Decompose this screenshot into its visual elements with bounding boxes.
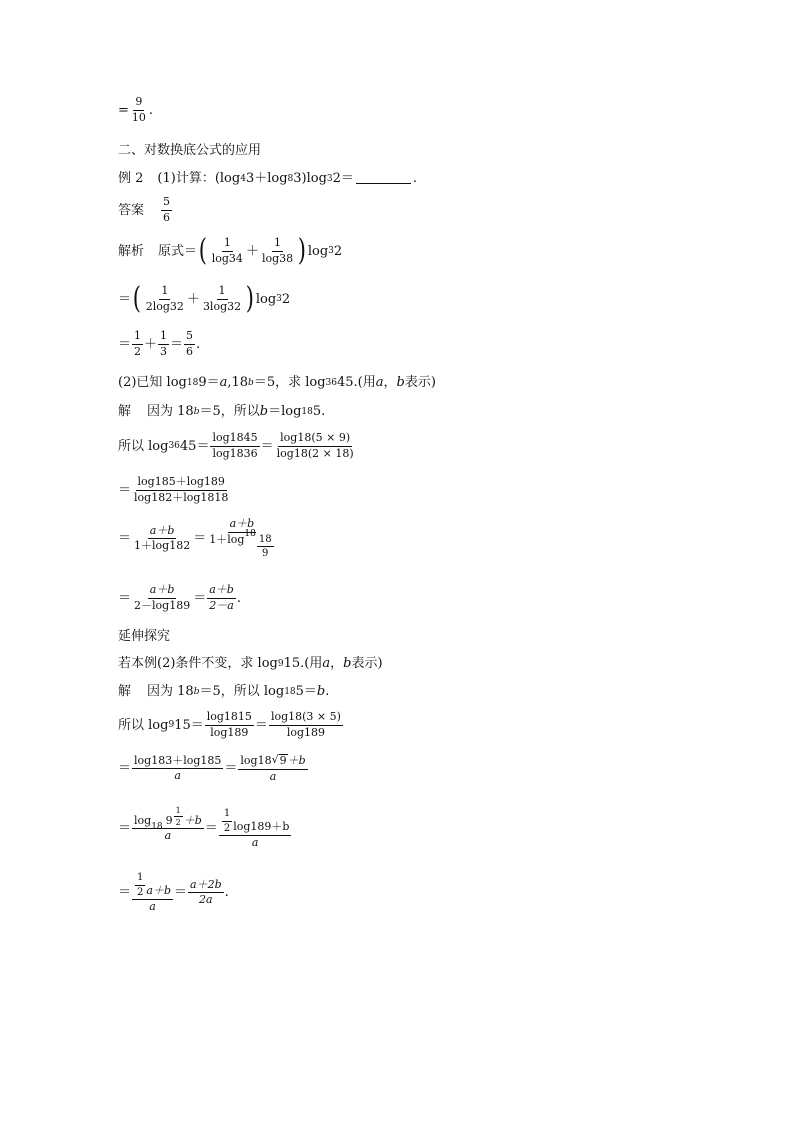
section-heading: 二、对数换底公式的应用: [118, 143, 262, 158]
extension-heading: 延伸探究: [118, 629, 171, 644]
answer-fraction: $\frac{5}{6}$: [163, 195, 171, 224]
solution-step-1: 所以 log 36 45＝ $\frac{\log 1845}{\log 1836}$ ＝ $\frac{\log 18(5 \times 9)}{\log 18(2 \times 18)}$: [118, 431, 354, 460]
answer-line: 答案 $\frac{5}{6}$: [118, 195, 171, 224]
solution-2-intro: 解 因为 18 b ＝5，所以 log 18 5＝ b .: [118, 684, 330, 699]
solution-step-4: ＝ $\frac{a+b}{2-\log 189}$ ＝ $\frac{a+b}{2-a}$ .: [118, 583, 241, 612]
example-2-part-2: (2)已知 log 18 9＝ a ,18 b ＝5，求 log 36 45.(用 a ， b 表示): [118, 375, 436, 390]
solution-2-step-3: ＝ log 18 9 $\frac{1}{2}$ ＋b a ＝ $\frac{1}{2}$ log189＋b a: [118, 805, 290, 849]
solution-step-2: ＝ $\frac{\log 185+\log 189}{\log 182+\log 1818}$: [118, 475, 229, 504]
analysis-line-2: ＝ ( $\frac{1}{2\log 32}$ ＋ $\frac{1}{3\log 32}$ ) log 3 2: [118, 281, 291, 316]
solution-2-step-4: ＝ $\frac{1}{2}$ a＋b a ＝ $\frac{a+2b}{2a}$ .: [118, 872, 229, 913]
fraction: $\frac{9}{10}$: [131, 95, 146, 124]
solution-intro: 解 因为 18 b ＝5，所以 b ＝log 18 5.: [118, 404, 326, 419]
solution-step-3: ＝ $\frac{a+b}{1+\log 182}$ ＝ a＋b 1＋log 18 $\frac{18}{9}$: [118, 517, 272, 560]
example-2-question: 例 2 (1)计算：(log 4 3＋log 8 3)log 3 2＝ .: [118, 171, 418, 186]
solution-2-step-1: 所以 log 9 15＝ $\frac{\log 1815}{\log 189}$ ＝ $\frac{\log 18(3 \times 5)}{\log 189}$: [118, 710, 341, 739]
analysis-line-3: ＝ $\frac{1}{2}$ ＋ $\frac{1}{3}$ ＝ $\frac{5}{6}$ .: [118, 329, 201, 358]
solution-2-step-2: ＝ $\frac{\log 183+\log 185}{a}$ ＝ log18 √ 9 ＋b a: [118, 753, 306, 783]
answer-blank: [356, 173, 411, 184]
extension-question: 若本例(2)条件不变，求 log 9 15.(用 a ， b 表示): [118, 656, 383, 671]
result-line: = $\frac{9}{10}$ .: [118, 95, 154, 124]
analysis-line-1: 解析 原式＝ ( $\frac{1}{\log 34}$ ＋ $\frac{1}{\log 38}$ ) log 3 2: [118, 233, 343, 268]
